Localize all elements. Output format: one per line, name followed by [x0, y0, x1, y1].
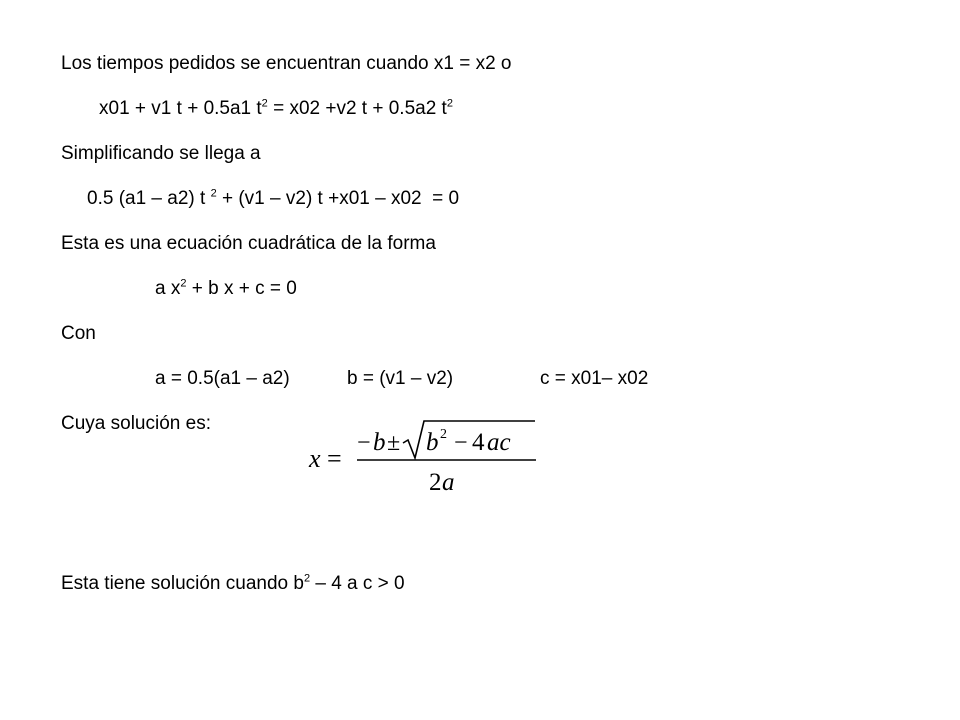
line-discriminant-condition	[61, 573, 405, 595]
formula-x: x	[309, 444, 321, 473]
coefficient-c: c = x01– x02	[540, 368, 649, 389]
equation-part: 0.5 (a1 – a2) t	[87, 188, 211, 209]
line-position-equation	[99, 98, 453, 120]
exponent: 2	[303, 572, 311, 585]
line-con: Con	[61, 323, 96, 344]
line-solution-intro: Cuya solución es:	[61, 413, 211, 434]
formula-minus-2: −	[454, 430, 468, 456]
exponent: 2	[180, 277, 187, 290]
equation-part: + b x + c = 0	[186, 278, 297, 299]
equation-right-side: = x02 +v2 t + 0.5a2 t	[267, 98, 447, 119]
formula-equals: =	[327, 444, 342, 473]
formula-plus-minus: ±	[387, 430, 401, 456]
line-times-condition: Los tiempos pedidos se encuentran cuando x1 = x2 o	[61, 53, 512, 74]
formula-b-squared: b	[426, 429, 439, 456]
formula-a: a	[442, 469, 455, 496]
condition-inequality: – 4 a c > 0	[310, 573, 405, 594]
condition-text: Esta tiene solución cuando b	[61, 573, 304, 594]
formula-four: 4	[472, 429, 485, 456]
equation-part: a x	[155, 278, 181, 299]
formula-two: 2	[429, 469, 442, 496]
formula-exponent: 2	[440, 427, 447, 442]
formula-ac: ac	[487, 429, 511, 456]
exponent: 2	[446, 97, 453, 110]
line-quadratic-form: Esta es una ecuación cuadrática de la forma	[61, 233, 436, 254]
line-general-quadratic	[155, 278, 297, 300]
line-simplifying: Simplificando se llega a	[61, 143, 261, 164]
square-root-sign	[403, 421, 535, 458]
coefficient-a: a = 0.5(a1 – a2)	[155, 368, 290, 389]
line-simplified-equation	[87, 188, 459, 210]
quadratic-formula	[307, 418, 539, 496]
exponent: 2	[210, 187, 217, 200]
formula-minus: −	[357, 430, 371, 456]
formula-b: b	[373, 429, 386, 456]
exponent: 2	[261, 97, 268, 110]
coefficient-b: b = (v1 – v2)	[347, 368, 454, 389]
equation-part: + (v1 – v2) t +x01 – x02 = 0	[216, 188, 460, 209]
equation-left-side: x01 + v1 t + 0.5a1 t	[99, 98, 262, 119]
